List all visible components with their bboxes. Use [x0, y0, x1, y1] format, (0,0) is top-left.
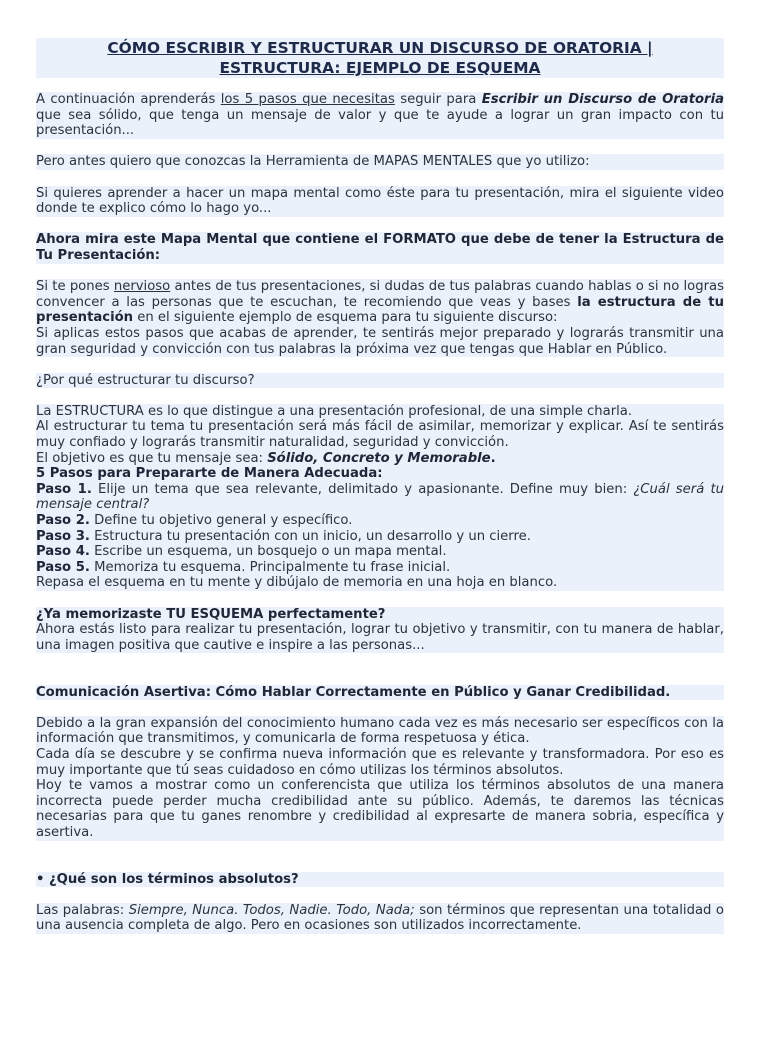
nervioso-paragraph: Si te pones nervioso antes de tus presentaciones, si dudas de tus palabras cuando hablas o si no logras convencer a las personas que te escuchan, te recomiendo que veas y bases la estructura de tu presentación en el siguiente ejemplo de esquema para tu siguiente discurso: [36, 279, 725, 326]
porque-question: ¿Por qué estructurar tu discurso? [36, 373, 724, 389]
estructura-paragraph-2: Al estructurar tu tema tu presentación será más fácil de asimilar, memorizar y explicar. Así te sentirás muy confiado y lograrás transmitir naturalidad, seguridad y convicción. [36, 419, 724, 451]
comunicacion-heading: Comunicación Asertiva: Cómo Hablar Correctamente en Público y Ganar Credibilidad. [36, 685, 724, 701]
pasos-heading: 5 Pasos para Prepararte de Manera Adecuada: [36, 466, 724, 482]
repasa-paragraph: Repasa el esquema en tu mente y dibújalo de memoria en una hoja en blanco. [36, 575, 724, 591]
estructura-bold: la estructura de tu presentación [36, 294, 725, 326]
debido-paragraph: Debido a la gran expansión del conocimiento humano cada vez es más necesario ser específicos con la información que transmitimos, y comunicarla de forma respetuosa y ética. [36, 715, 724, 747]
paso-item: Paso 3. Estructura tu presentación con un inicio, un desarrollo y un cierre. [36, 529, 724, 545]
memorizaste-heading: ¿Ya memorizaste TU ESQUEMA perfectamente? [36, 607, 724, 623]
pasos-list [36, 482, 724, 576]
nervioso-link[interactable]: nervioso [113, 279, 171, 295]
estructura-paragraph-1: La ESTRUCTURA es lo que distingue a una presentación profesional, de una simple charla. [36, 404, 724, 420]
formato-heading: Ahora mira este Mapa Mental que contiene el FORMATO que debe de tener la Estructura de Tu Presentación: [36, 232, 724, 263]
paso-item: Paso 2. Define tu objetivo general y específico. [36, 513, 724, 529]
listo-paragraph: Ahora estás listo para realizar tu presentación, lograr tu objetivo y transmitir, con tu manera de hablar, una imagen positiva que cautive e inspire a las personas... [36, 622, 724, 653]
title-line-1: CÓMO ESCRIBIR Y ESTRUCTURAR UN DISCURSO DE ORATORIA | [107, 39, 653, 57]
intro-paragraph: A continuación aprenderás los 5 pasos que necesitas seguir para Escribir un Discurso de Oratoria que sea sólido, que tenga un mensaje de valor y que te ayude a lograr un gran impacto con tu presentación... [36, 92, 724, 139]
hoy-paragraph: Hoy te vamos a mostrar como un conferencista que utiliza los términos absolutos de una manera incorrecta puede perder mucha credibilidad ante su público. Además, te daremos las técnicas necesarias para que tu ganes renombre y credibilidad al expresarte de manera sobria, específica y asertiva. [36, 778, 724, 840]
terminos-heading: • ¿Qué son los términos absolutos? [36, 872, 724, 888]
paso-item: Paso 5. Memoriza tu esquema. Principalmente tu frase inicial. [36, 560, 724, 576]
aplicas-paragraph: Si aplicas estos pasos que acabas de aprender, te sentirás mejor preparado y lograrás transmitir una gran seguridad y convicción con tus palabras la próxima vez que tengas que Hablar en Público. [36, 325, 724, 357]
intro-bold: Escribir un Discurso de Oratoria [481, 92, 724, 107]
video-paragraph: Si quieres aprender a hacer un mapa mental como éste para tu presentación, mira el siguiente video donde te explico cómo lo hago yo... [36, 185, 724, 217]
palabras-paragraph: Las palabras: Siempre, Nunca. Todos, Nadie. Todo, Nada; son términos que representan una totalidad o una ausencia completa de algo. Pero en ocasiones son utilizados incorrectamente. [36, 902, 724, 934]
paso-item: Paso 4. Escribe un esquema, un bosquejo o un mapa mental. [36, 544, 724, 560]
article [36, 38, 724, 934]
pasos-link[interactable]: los 5 pasos que necesitas [220, 92, 395, 107]
page-title [36, 38, 724, 78]
paso-item: Paso 1. Elije un tema que sea relevante, delimitado y apasionante. Define muy bien: ¿Cuál será tu mensaje central? [36, 481, 724, 513]
cadadia-paragraph: Cada día se descubre y se confirma nueva información que es relevante y transformadora. Por eso es muy importante que tú seas cuidadoso en cómo utilizas los términos absolutos. [36, 746, 724, 778]
title-line-2: ESTRUCTURA: EJEMPLO DE ESQUEMA [219, 59, 541, 77]
objetivo-paragraph: El objetivo es que tu mensaje sea: Sólido, Concreto y Memorable. [36, 451, 724, 467]
mapas-paragraph: Pero antes quiero que conozcas la Herramienta de MAPAS MENTALES que yo utilizo: [36, 154, 724, 170]
